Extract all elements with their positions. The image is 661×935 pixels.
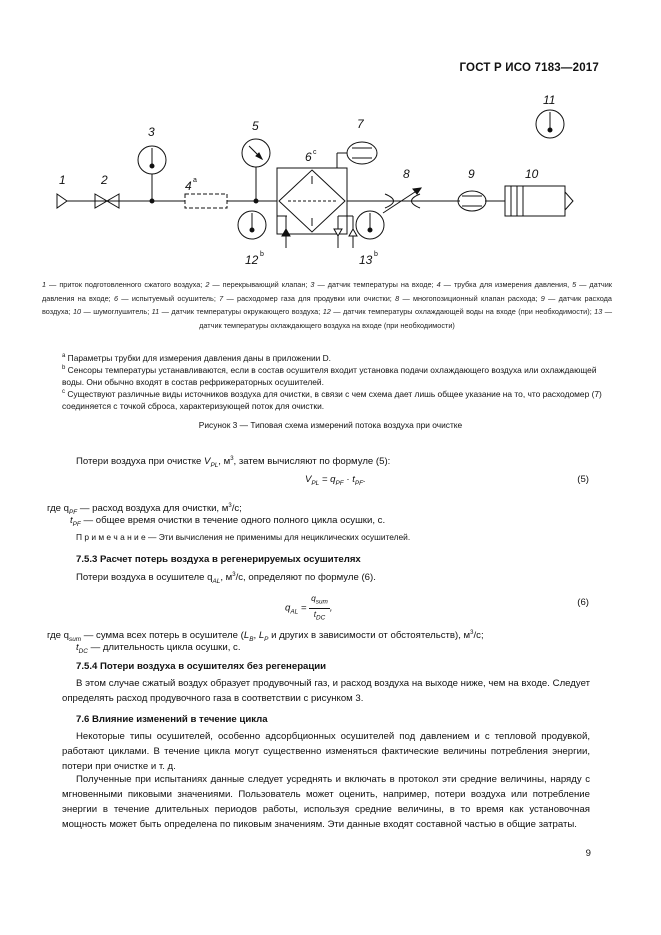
section-7-5-3: 7.5.3 Расчет потерь воздуха в регенерируемых осушителях xyxy=(76,554,361,565)
paragraph-purge-loss: Потери воздуха при очистке $V_{PL}$, $м^3$, затем вычисляют по формуле (5): xyxy=(76,456,391,470)
label-2: 2 xyxy=(101,173,108,187)
label-4-sup: a xyxy=(193,177,197,184)
label-13-sup: b xyxy=(374,251,378,258)
where-tpf: $t_{PF}$ — общее время очистки в течение одного полного цикла осушки, с. xyxy=(70,515,386,528)
note: П р и м е ч а н и е — Эти вычисления не применимы для нециклических осушителей. xyxy=(76,532,411,542)
label-11: 11 xyxy=(543,93,556,107)
label-6: 6 xyxy=(305,150,312,164)
label-3: 3 xyxy=(148,125,155,139)
paragraph-no-regeneration: В этом случае сжатый воздух образует продувочный газ, и расход воздуха на выходе ниже, чем на входе. Следует определять расход продувочного газа в соответствии с рисунком 3. xyxy=(62,678,590,704)
figure-legend: 1 — приток подготовленного сжатого воздуха; 2 — перекрывающий клапан; 3 — датчик температуры на входе; 4 — трубка для измерения давления, 5 — датчик давления на входе; 6 — испытуемый осушитель; 7 — расходомер газа для продувки или очистки; 8 — многопозиционный клапан расхода; 9 — датчик расхода воздуха; 10 — шумоглушитель; 11 — датчик температуры окружающего воздуха; 12 — датчик температуры охлаждающей воды на входе (при необходимости); 13 — датчик температуры охлаждающего воздуха на входе (при необходимости) xyxy=(42,280,613,330)
label-10: 10 xyxy=(525,167,539,181)
label-1: 1 xyxy=(59,173,66,187)
paragraph-cycle-types: Некоторые типы осушителей, особенно адсорбционных осушителей под давлением и с тепловой продувкой, работают циклами. В течение цикла могут существенно изменяться фактические величины потребления энергии, потери при очистке и т. д. xyxy=(62,731,590,772)
label-4: 4 xyxy=(185,179,192,193)
label-5: 5 xyxy=(252,119,259,133)
formula-6: $q_{AL}$ = $\frac{q_{sum}}{t_{DC}}$ , xyxy=(285,593,333,622)
where-tdc: $t_{DC}$ — длительность цикла осушки, с. xyxy=(76,642,241,655)
label-13: 13 xyxy=(359,253,373,267)
section-7-6: 7.6 Влияние изменений в течение цикла xyxy=(76,714,268,725)
footnote-c: $^c$ Существуют различные виды источников воздуха для очистки, в связи с чем схема дает лишь общее указание на то, что расходомер (7) соединяется с точкой сброса, характеризующей поток для очистки. xyxy=(62,388,602,411)
formula-5-number: (5) xyxy=(577,474,589,485)
measurement-diagram xyxy=(45,88,605,273)
where-qsum: где $q_{sum}$ — сумма всех потерь в осушителе ($L_B$, $L_P$ и других в зависимости от обстоятельств), $м^3/с$; xyxy=(47,630,484,644)
label-12: 12 xyxy=(245,253,259,267)
document-header: ГОСТ Р ИСО 7183—2017 xyxy=(459,62,599,74)
page-number: 9 xyxy=(585,848,591,859)
where-qpf: где $q_{PF}$ — расход воздуха для очистки, $м^3/с$; xyxy=(47,503,242,517)
label-12-sup: b xyxy=(260,251,264,258)
footnote-a: $^а$ Параметры трубки для измерения давления даны в приложении D. xyxy=(62,352,331,363)
paragraph-averaging: Полученные при испытаниях данные следует усреднять и включать в протокол эти средние величины, наряду с мгновенными пиковыми значениями. Пользователь может оценить, например, потери воздуха или потребление энергии в течение длительных периодов работы, используя средние величины, в то время как установочная мощность может быть определена по пиковым значениям. Эти данные входят составной частью в общие затраты. xyxy=(62,774,590,830)
label-7: 7 xyxy=(357,117,364,131)
formula-6-number: (6) xyxy=(577,597,589,608)
paragraph-dryer-loss: Потери воздуха в осушителе $q_{AL}$, $м^3/с$, определяют по формуле (6). xyxy=(76,572,376,586)
label-8: 8 xyxy=(403,167,410,181)
label-9: 9 xyxy=(468,167,475,181)
figure-caption: Рисунок 3 — Типовая схема измерений потока воздуха при очистке xyxy=(198,420,463,430)
formula-5: $V_{PL} = q_{PF} \cdot t_{PF}$. xyxy=(305,474,366,487)
footnote-b: $^b$ Сенсоры температуры устанавливаются, если в состав осушителя входит установка подачи охлаждающего воздуха или охлаждающей воды. Они обычно входят в состав рефрижераторных осушителей. xyxy=(62,364,597,387)
label-6-sup: c xyxy=(313,149,317,156)
section-7-5-4: 7.5.4 Потери воздуха в осушителях без регенерации xyxy=(76,661,327,672)
